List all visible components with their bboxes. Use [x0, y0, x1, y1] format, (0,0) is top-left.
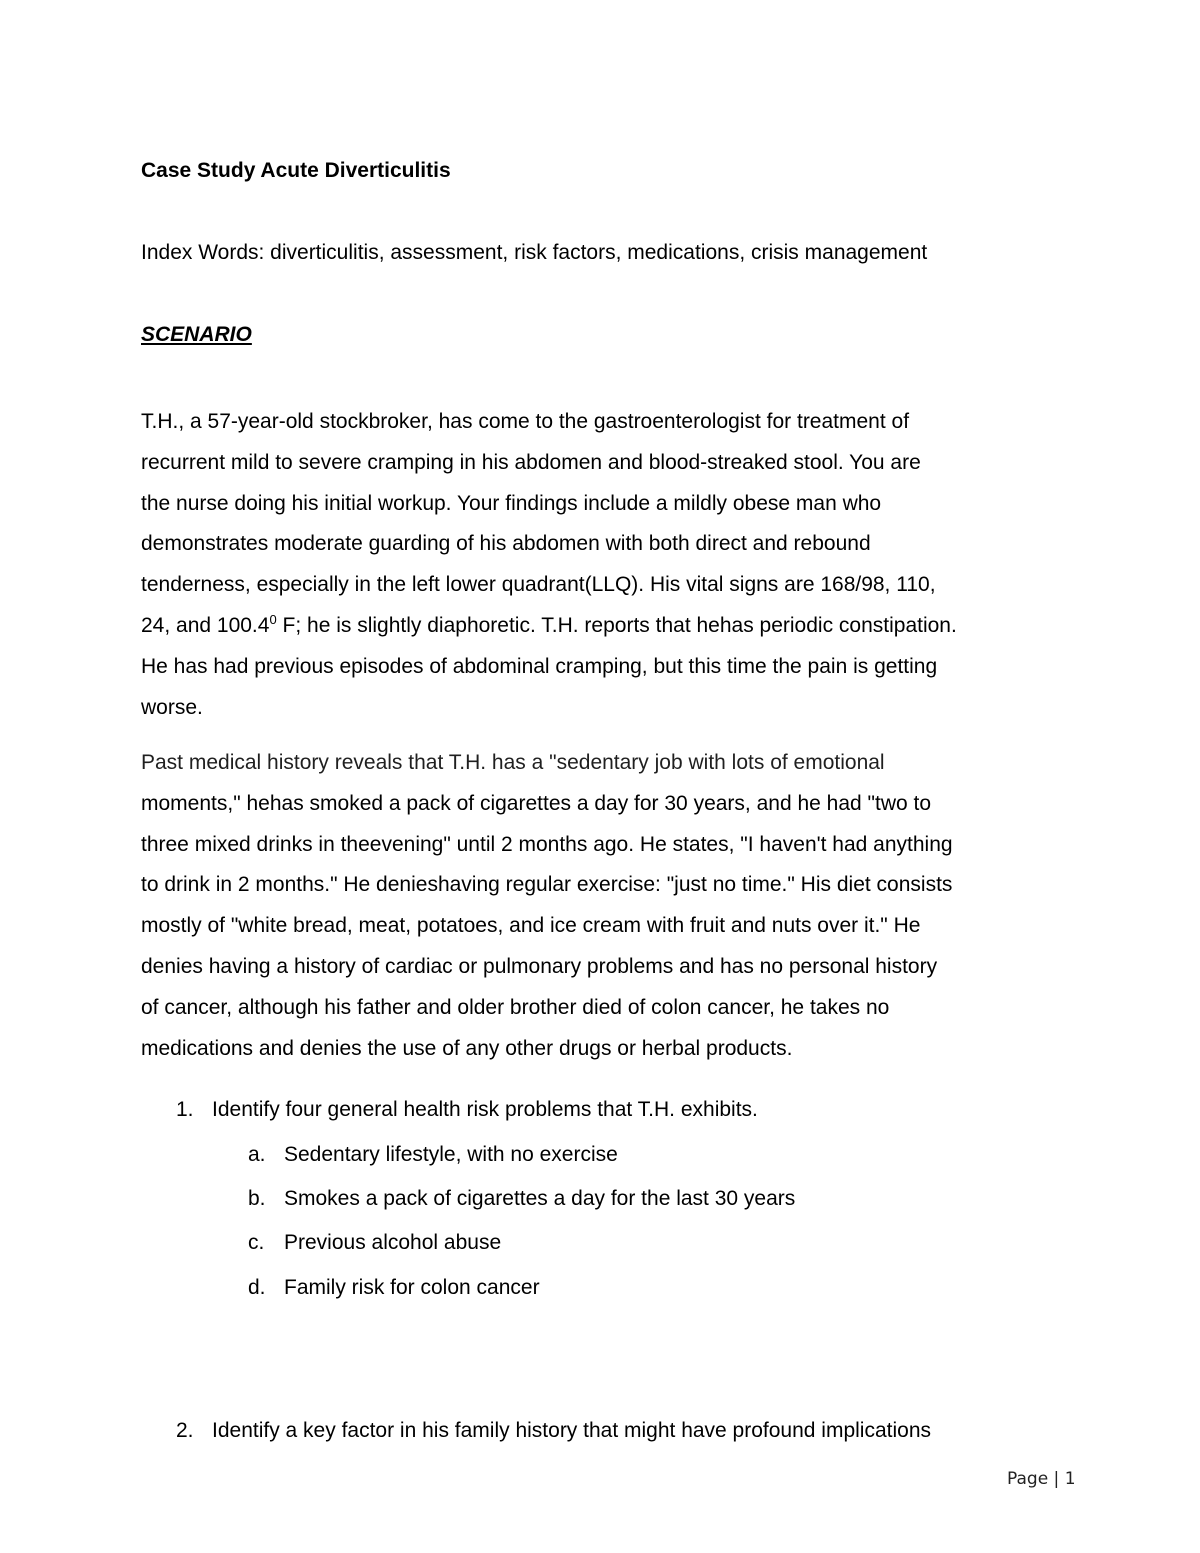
index-words: Index Words: diverticulitis, assessment, risk factors, medications, crisis management: [141, 241, 928, 264]
answer-text: Smokes a pack of cigarettes a day for the last 30 years: [284, 1187, 796, 1210]
paragraph-line: the nurse doing his initial workup. Your findings include a mildly obese man who: [141, 491, 882, 515]
answer-letter: c.: [248, 1231, 265, 1254]
answer-letter: d.: [248, 1276, 266, 1299]
paragraph-line: to drink in 2 months." He denieshaving regular exercise: "just no time." His diet consists: [141, 873, 953, 897]
answer-letter: a.: [248, 1143, 266, 1166]
paragraph-line: demonstrates moderate guarding of his abdomen with both direct and rebound: [141, 532, 871, 556]
vitals-text: 24, and 100.4: [141, 613, 270, 637]
paragraph-line: moments," hehas smoked a pack of cigarettes a day for 30 years, and he had "two to: [141, 791, 932, 815]
paragraph-line: denies having a history of cardiac or pulmonary problems and has no personal history: [141, 954, 938, 978]
paragraph-line: tenderness, especially in the left lower quadrant(LLQ). His vital signs are 168/98, 110,: [141, 573, 936, 597]
answer-text: Previous alcohol abuse: [284, 1231, 502, 1254]
scenario-paragraph: [141, 409, 1071, 735]
answer-letter: b.: [248, 1187, 266, 1210]
paragraph-line: worse.: [141, 695, 203, 719]
paragraph-line: Past medical history reveals that T.H. has a "sedentary job with lots of emotional: [141, 751, 885, 774]
degree-superscript: 0: [269, 611, 277, 627]
history-paragraph: [141, 750, 1071, 1076]
paragraph-line: of cancer, although his father and older brother died of colon cancer, he takes no: [141, 995, 890, 1019]
paragraph-line: T.H., a 57-year-old stockbroker, has come to the gastroenterologist for treatment of: [141, 410, 910, 433]
question-text: Identify four general health risk problems that T.H. exhibits.: [212, 1098, 758, 1121]
paragraph-line: medications and denies the use of any other drugs or herbal products.: [141, 1036, 793, 1060]
answer-text: Sedentary lifestyle, with no exercise: [284, 1143, 618, 1166]
question-number: 1.: [176, 1098, 194, 1121]
paragraph-line: mostly of "white bread, meat, potatoes, and ice cream with fruit and nuts over it." He: [141, 914, 921, 938]
page-number-footer: Page | 1: [1007, 1469, 1076, 1489]
paragraph-line: He has had previous episodes of abdominal cramping, but this time the pain is getting: [141, 654, 938, 678]
answer-text: Family risk for colon cancer: [284, 1276, 540, 1299]
document-title: Case Study Acute Diverticulitis: [141, 159, 451, 182]
question-number: 2.: [176, 1419, 194, 1442]
question-text: Identify a key factor in his family history that might have profound implications: [212, 1419, 932, 1442]
scenario-heading: SCENARIO: [141, 323, 252, 346]
paragraph-line-vitals: [141, 613, 1071, 654]
vitals-text-continued: F; he is slightly diaphoretic. T.H. reports that hehas periodic constipation.: [276, 613, 957, 637]
paragraph-line: recurrent mild to severe cramping in his abdomen and blood-streaked stool. You are: [141, 450, 921, 474]
paragraph-line: three mixed drinks in theevening" until 2 months ago. He states, "I haven't had anything: [141, 832, 953, 856]
